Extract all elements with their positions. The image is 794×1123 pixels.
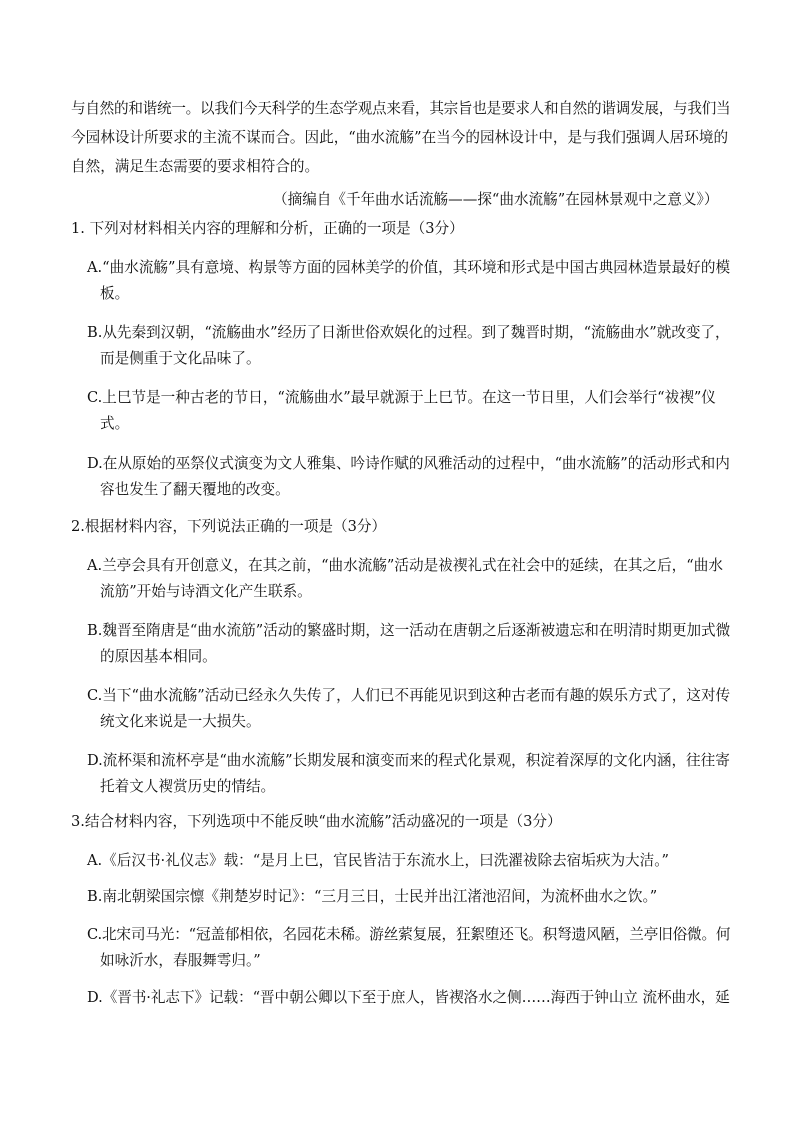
q2-option-b: B.魏晋至隋唐是“曲水流筋”活动的繁盛时期，这一活动在唐朝之后逐渐被遗忘和在明清时期更加式微	[87, 622, 731, 639]
q2-option-c-cont: 统文化来说是一大损失。	[100, 713, 261, 730]
q3-option-c-cont: 如咏沂水，春服舞雩归。”	[100, 952, 261, 969]
q1-option-d: D.在从原始的巫祭仪式演变为文人雅集、吟诗作赋的风雅活动的过程中，“曲水流觞”的活动形式和内	[87, 455, 730, 472]
q3-option-a: A.《后汉书·礼仪志》载：“是月上巳，官民皆洁于东流水上，曰洗濯祓除去宿垢疢为大洁。”	[87, 852, 670, 869]
question-3-stem: 3.结合材料内容，下列选项中不能反映“曲水流觞”活动盛况的一项是（3分）	[71, 813, 562, 830]
question-2-stem: 2.根据材料内容，下列说法正确的一项是（3分）	[71, 518, 387, 535]
q1-option-a: A.“曲水流觞”具有意境、构景等方面的园林美学的价值，其环境和形式是中国古典园林造景最好的模	[87, 259, 731, 276]
q1-option-a-cont: 板。	[100, 285, 130, 302]
q1-option-c: C.上巳节是一种古老的节日，“流觞曲水”最早就源于上巳节。在这一节日里，人们会举行“祓禊”仪	[87, 389, 716, 406]
q2-option-a: A.兰亭会具有开创意义，在其之前，“曲水流觞”活动是祓禊礼式在社会中的延续，在其之后，“曲水	[87, 557, 723, 574]
q1-option-d-cont: 容也发生了翻天覆地的改变。	[100, 481, 290, 498]
q2-option-a-cont: 流筋”开始与诗酒文化产生联系。	[100, 583, 312, 600]
q2-option-b-cont: 的原因基本相同。	[100, 648, 217, 665]
passage-line-1: 与自然的和谐统一。以我们今天科学的生态学观点来看，其宗旨也是要求人和自然的谐调发展，与我们当	[71, 100, 731, 117]
q2-option-d-cont: 托着文人褉赏历史的情结。	[100, 778, 276, 795]
q1-option-b: B.从先秦到汉朝，“流觞曲水”经历了日渐世俗欢娱化的过程。到了魏晋时期，“流觞曲水”就改变了，	[87, 324, 730, 341]
q2-option-d: D.流杯渠和流杯亭是“曲水流觞”长期发展和演变而来的程式化景观，积淀着深厚的文化内涵，往往寄	[87, 752, 730, 769]
q1-option-c-cont: 式。	[100, 415, 130, 432]
passage-source: （摘编自《千年曲水话流觞——探“曲水流觞”在园林景观中之意义》）	[273, 191, 719, 208]
q3-option-d: D.《晋书·礼志下》记载：“晋中朝公卿以下至于庶人，皆禊洛水之侧……海西于钟山立 流杯曲水，延	[87, 989, 730, 1006]
q3-option-b: B.南北朝梁国宗懔《荆楚岁时记》：“三月三日，士民并出江渚池沼间，为流杯曲水之饮。”	[87, 888, 658, 905]
passage-line-2: 今园林设计所要求的主流不谋而合。因此，“曲水流觞”在当今的园林设计中，是与我们强调人居环境的	[71, 129, 729, 146]
q1-option-b-cont: 而是侧重于文化品味了。	[100, 350, 261, 367]
passage-line-3: 自然，满足生态需要的要求相符合的。	[71, 158, 320, 175]
question-1-stem: 1. 下列对材料相关内容的理解和分析，正确的一项是（3分）	[71, 220, 464, 237]
q3-option-c: C.北宋司马光：“冠盖郁相依，名园花未稀。游丝萦复展，狂絮堕还飞。积弩遗风陋，兰亭旧俗微。何	[87, 926, 731, 943]
q2-option-c: C.当下“曲水流觞”活动已经永久失传了，人们已不再能见识到这种古老而有趣的娱乐方式了，这对传	[87, 687, 731, 704]
